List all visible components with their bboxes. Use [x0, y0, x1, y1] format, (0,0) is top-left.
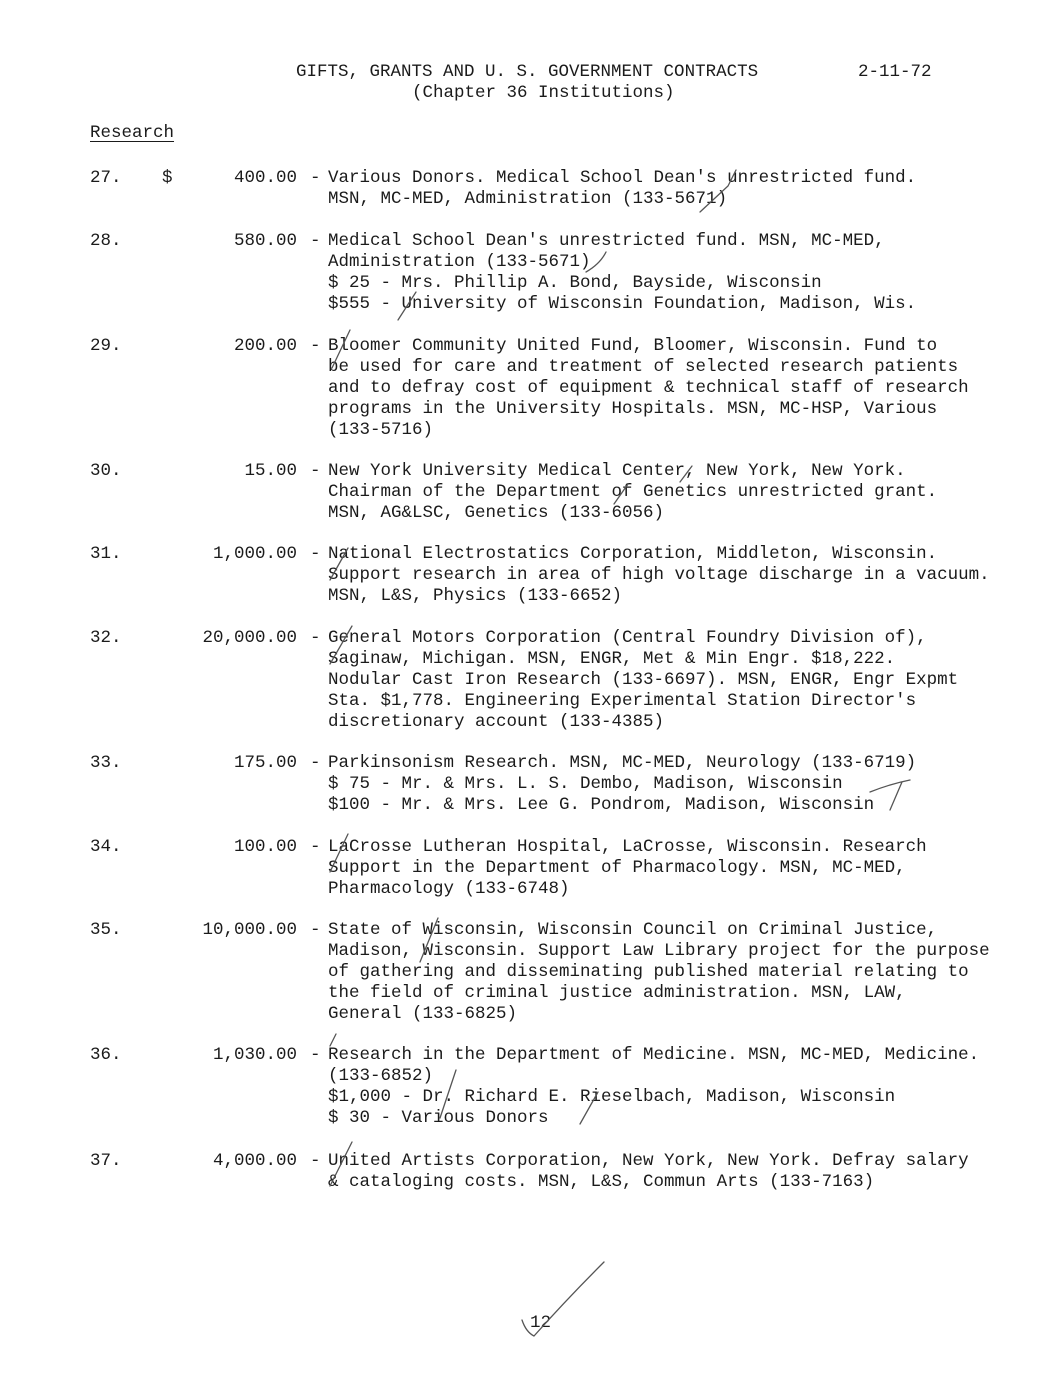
description-line: $555 - University of Wisconsin Foundation, Madison, Wis.	[328, 294, 917, 314]
entry-description	[328, 168, 998, 210]
description-line: State of Wisconsin, Wisconsin Council on Criminal Justice,	[328, 920, 938, 940]
entry-description	[328, 837, 998, 900]
description-line: Pharmacology (133-6748)	[328, 879, 570, 899]
description-line: MSN, AG&LSC, Genetics (133-6056)	[328, 503, 665, 523]
entry-dash: -	[310, 1045, 321, 1065]
description-line: Sta. $1,778. Engineering Experimental Station Director's	[328, 691, 917, 711]
entry-description	[328, 461, 998, 524]
document-subtitle: (Chapter 36 Institutions)	[412, 83, 675, 103]
page-number: 12	[530, 1313, 552, 1333]
entry-description	[328, 1151, 998, 1193]
entry-amount: 200.00	[233, 336, 297, 356]
description-line: Bloomer Community United Fund, Bloomer, Wisconsin. Fund to	[328, 336, 938, 356]
entry-number: 30.	[90, 461, 122, 481]
description-line: MSN, L&S, Physics (133-6652)	[328, 586, 623, 606]
description-line: Nodular Cast Iron Research (133-6697). MSN, ENGR, Engr Expmt	[328, 670, 959, 690]
description-line: New York University Medical Center, New York, New York.	[328, 461, 906, 481]
entry-number: 29.	[90, 336, 122, 356]
description-line: the field of criminal justice administration. MSN, LAW,	[328, 983, 906, 1003]
description-line: General Motors Corporation (Central Foundry Division of),	[328, 628, 927, 648]
description-line: (133-5716)	[328, 420, 434, 440]
description-line: National Electrostatics Corporation, Middleton, Wisconsin.	[328, 544, 938, 564]
description-line: Various Donors. Medical School Dean's unrestricted fund.	[328, 168, 917, 188]
description-line: $ 30 - Various Donors	[328, 1108, 549, 1128]
description-line: programs in the University Hospitals. MSN, MC-HSP, Various	[328, 399, 938, 419]
document-date: 2-11-72	[858, 62, 932, 82]
description-line: Support in the Department of Pharmacology. MSN, MC-MED,	[328, 858, 906, 878]
entry-amount: 580.00	[233, 231, 297, 251]
entry-dash: -	[310, 231, 321, 251]
entry-number: 36.	[90, 1045, 122, 1065]
description-line: $100 - Mr. & Mrs. Lee G. Pondrom, Madison, Wisconsin	[328, 795, 875, 815]
entry-amount: 1,030.00	[212, 1045, 297, 1065]
entry-dash: -	[310, 544, 321, 564]
entry-number: 28.	[90, 231, 122, 251]
entry-number: 33.	[90, 753, 122, 773]
description-line: be used for care and treatment of selected research patients	[328, 357, 959, 377]
description-line: of gathering and disseminating published material relating to	[328, 962, 969, 982]
description-line: Madison, Wisconsin. Support Law Library project for the purpose	[328, 941, 990, 961]
currency-symbol: $	[162, 168, 173, 188]
entry-amount: 10,000.00	[202, 920, 297, 940]
entry-number: 31.	[90, 544, 122, 564]
entry-description	[328, 1045, 998, 1129]
description-line: $ 25 - Mrs. Phillip A. Bond, Bayside, Wisconsin	[328, 273, 822, 293]
description-line: MSN, MC-MED, Administration (133-5671)	[328, 189, 728, 209]
entry-dash: -	[310, 461, 321, 481]
description-line: $ 75 - Mr. & Mrs. L. S. Dembo, Madison, Wisconsin	[328, 774, 843, 794]
description-line: and to defray cost of equipment & technical staff of research	[328, 378, 969, 398]
entry-amount: 175.00	[233, 753, 297, 773]
description-line: Parkinsonism Research. MSN, MC-MED, Neurology (133-6719)	[328, 753, 917, 773]
entry-dash: -	[310, 1151, 321, 1171]
entry-amount: 1,000.00	[212, 544, 297, 564]
entry-amount: 100.00	[233, 837, 297, 857]
description-line: General (133-6825)	[328, 1004, 518, 1024]
description-line: $1,000 - Dr. Richard E. Rieselbach, Madison, Wisconsin	[328, 1087, 896, 1107]
entry-description	[328, 753, 998, 816]
description-line: discretionary account (133-4385)	[328, 712, 665, 732]
description-line: Saginaw, Michigan. MSN, ENGR, Met & Min Engr. $18,222.	[328, 649, 896, 669]
description-line: (133-6852)	[328, 1066, 434, 1086]
entry-amount: 20,000.00	[202, 628, 297, 648]
description-line: LaCrosse Lutheran Hospital, LaCrosse, Wisconsin. Research	[328, 837, 927, 857]
description-line: United Artists Corporation, New York, New York. Defray salary	[328, 1151, 969, 1171]
entry-dash: -	[310, 336, 321, 356]
entry-number: 35.	[90, 920, 122, 940]
document-title: GIFTS, GRANTS AND U. S. GOVERNMENT CONTRACTS	[296, 62, 759, 82]
entry-description	[328, 920, 998, 1025]
entry-number: 37.	[90, 1151, 122, 1171]
section-heading: Research	[90, 123, 175, 143]
description-line: Research in the Department of Medicine. MSN, MC-MED, Medicine.	[328, 1045, 980, 1065]
entry-description	[328, 628, 998, 733]
entry-description	[328, 231, 998, 315]
description-line: Administration (133-5671)	[328, 252, 591, 272]
entry-dash: -	[310, 753, 321, 773]
description-line: Support research in area of high voltage discharge in a vacuum.	[328, 565, 990, 585]
entry-amount: 4,000.00	[212, 1151, 297, 1171]
description-line: Chairman of the Department of Genetics unrestricted grant.	[328, 482, 938, 502]
entry-number: 34.	[90, 837, 122, 857]
entry-amount: 400.00	[233, 168, 297, 188]
entry-number: 27.	[90, 168, 122, 188]
entry-description	[328, 336, 998, 441]
description-line: Medical School Dean's unrestricted fund. MSN, MC-MED,	[328, 231, 885, 251]
entry-description	[328, 544, 998, 607]
entry-dash: -	[310, 920, 321, 940]
description-line: & cataloging costs. MSN, L&S, Commun Arts (133-7163)	[328, 1172, 875, 1192]
entry-amount: 15.00	[244, 461, 297, 481]
entry-dash: -	[310, 168, 321, 188]
entry-dash: -	[310, 837, 321, 857]
entry-number: 32.	[90, 628, 122, 648]
entry-dash: -	[310, 628, 321, 648]
